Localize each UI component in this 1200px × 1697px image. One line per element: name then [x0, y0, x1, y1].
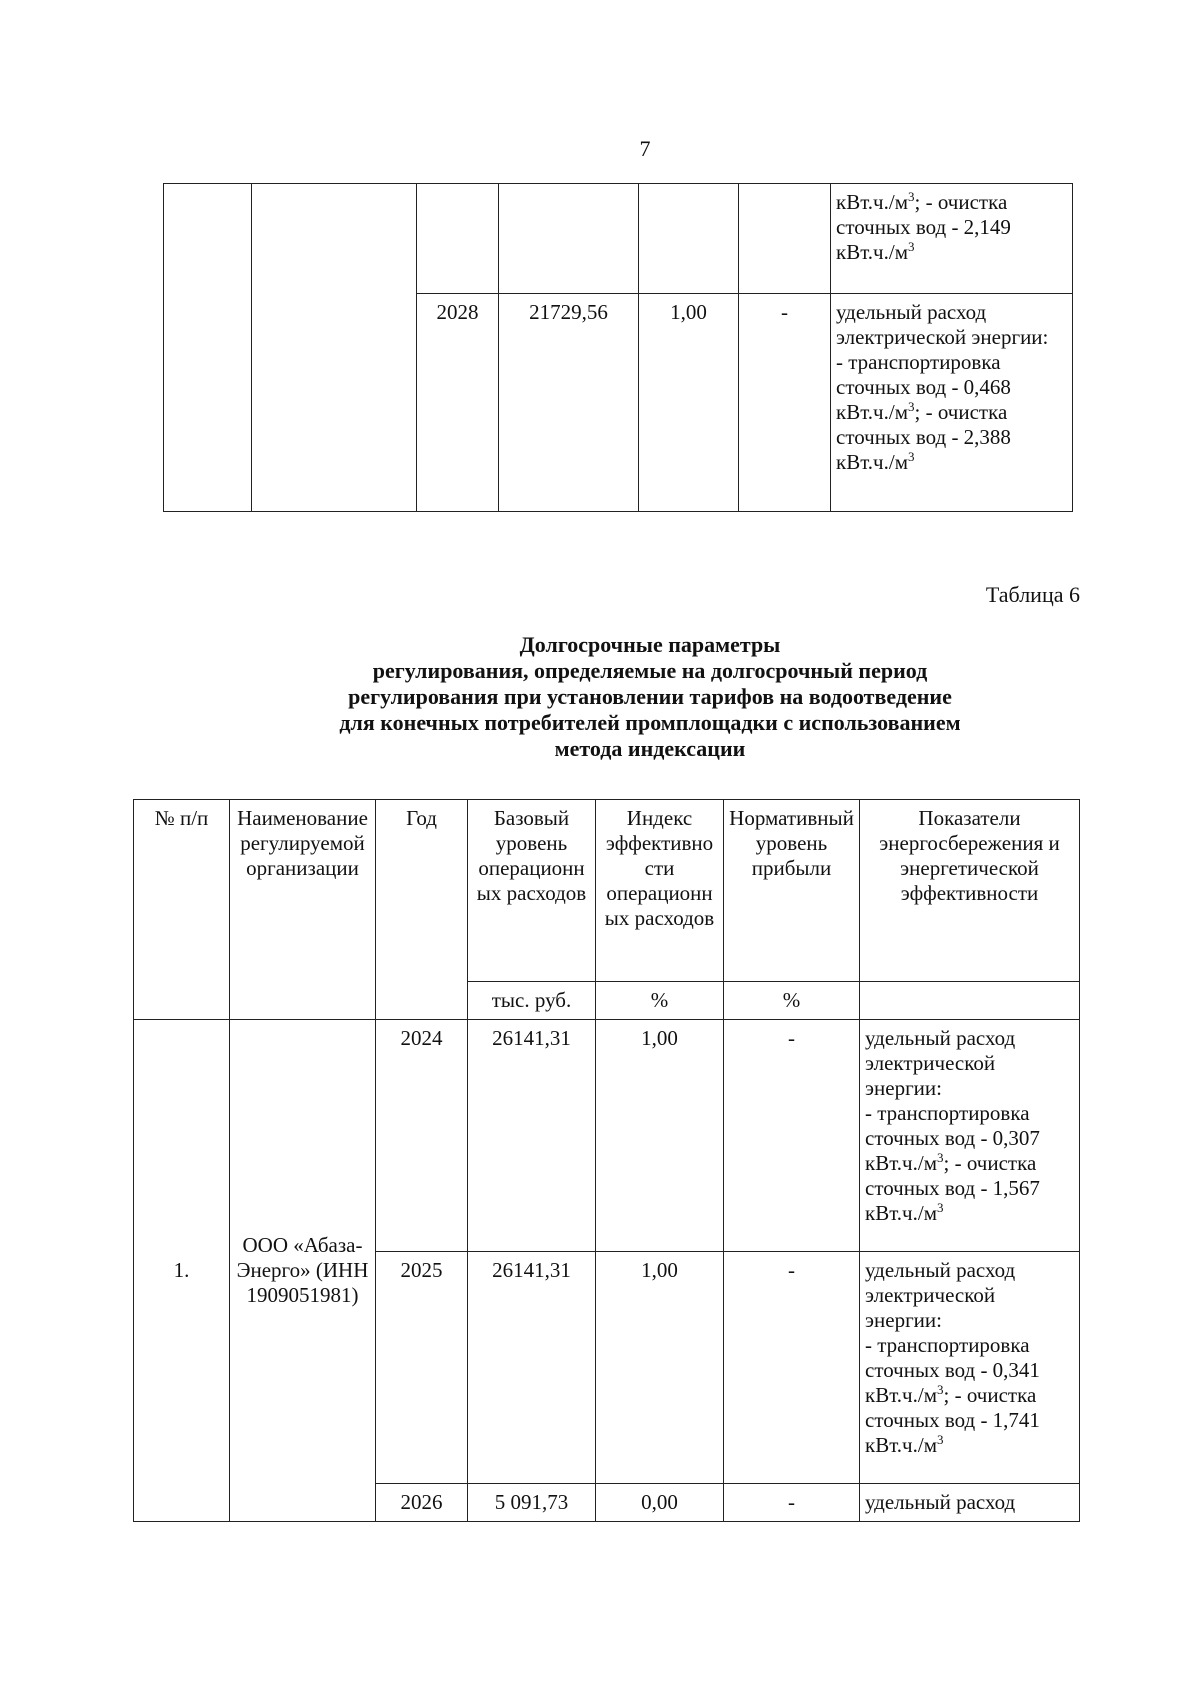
- base-cell: 26141,31: [468, 1252, 596, 1484]
- unit-indicators: [860, 982, 1080, 1020]
- base-cell: 21729,56: [499, 294, 639, 512]
- profit-cell: -: [724, 1252, 860, 1484]
- org-name: ООО «Абаза-Энерго» (ИНН 1909051981): [230, 1020, 376, 1522]
- profit-cell: [739, 184, 831, 294]
- table-label: Таблица 6: [985, 582, 1080, 607]
- header-index: Индекс эффективности операционных расходов: [596, 800, 724, 982]
- year-cell: 2024: [376, 1020, 468, 1252]
- continued-table: [163, 183, 1073, 512]
- year-cell: [417, 184, 499, 294]
- unit-index: %: [596, 982, 724, 1020]
- profit-cell: -: [724, 1484, 860, 1522]
- header-row: [134, 800, 1080, 982]
- year-cell: 2028: [417, 294, 499, 512]
- row-number: 1.: [134, 1020, 230, 1522]
- year-cell: 2026: [376, 1484, 468, 1522]
- profit-cell: -: [739, 294, 831, 512]
- table-6: [133, 799, 1080, 1522]
- index-cell: 1,00: [639, 294, 739, 512]
- base-cell: [499, 184, 639, 294]
- indicator-cell: $кВт.ч./м^3$; - очистка сточных вод - 2,149 $кВт.ч./м^3$: [831, 184, 1073, 294]
- base-cell: 26141,31: [468, 1020, 596, 1252]
- header-indicators: Показатели энергосбережения и энергетической эффективности: [860, 800, 1080, 982]
- header-profit: Нормативный уровень прибыли: [724, 800, 860, 982]
- index-cell: 0,00: [596, 1484, 724, 1522]
- header-base: Базовый уровень операционных расходов: [468, 800, 596, 982]
- table-title: [250, 632, 1050, 762]
- title-line: для конечных потребителей промплощадки с использованием: [339, 710, 961, 735]
- year-cell: 2025: [376, 1252, 468, 1484]
- unit-base: тыс. руб.: [468, 982, 596, 1020]
- table-row: [164, 184, 1073, 294]
- indicator-cell: удельный расход: [860, 1484, 1080, 1522]
- title-line: регулирования при установлении тарифов на водоотведение: [348, 684, 952, 709]
- unit-profit: %: [724, 982, 860, 1020]
- indicator-cell: удельный расход электрической энергии: - транспортировка сточных вод - 0,341 $кВт.ч./м^3$; - очистка сточных вод - 1,741 $кВт.ч./м^3$: [860, 1252, 1080, 1484]
- base-cell: 5 091,73: [468, 1484, 596, 1522]
- index-cell: [639, 184, 739, 294]
- header-num: № п/п: [134, 800, 230, 1020]
- index-cell: 1,00: [596, 1252, 724, 1484]
- index-cell: 1,00: [596, 1020, 724, 1252]
- org-cell: [252, 184, 417, 512]
- title-line: метода индексации: [554, 736, 746, 761]
- page-number: 7: [639, 136, 651, 161]
- profit-cell: -: [724, 1020, 860, 1252]
- indicator-cell: удельный расход электрической энергии: - транспортировка сточных вод - 0,307 $кВт.ч./м^3$; - очистка сточных вод - 1,567 $кВт.ч./м^3$: [860, 1020, 1080, 1252]
- header-year: Год: [376, 800, 468, 1020]
- num-cell: [164, 184, 252, 512]
- title-line: регулирования, определяемые на долгосрочный период: [372, 658, 928, 683]
- title-line: Долгосрочные параметры: [519, 632, 781, 657]
- table-row: [134, 1020, 1080, 1252]
- header-org: Наименование регулируемой организации: [230, 800, 376, 1020]
- indicator-cell: удельный расход электрической энергии: - транспортировка сточных вод - 0,468 $кВт.ч./м^3$; - очистка сточных вод - 2,388 $кВт.ч./м^3$: [831, 294, 1073, 512]
